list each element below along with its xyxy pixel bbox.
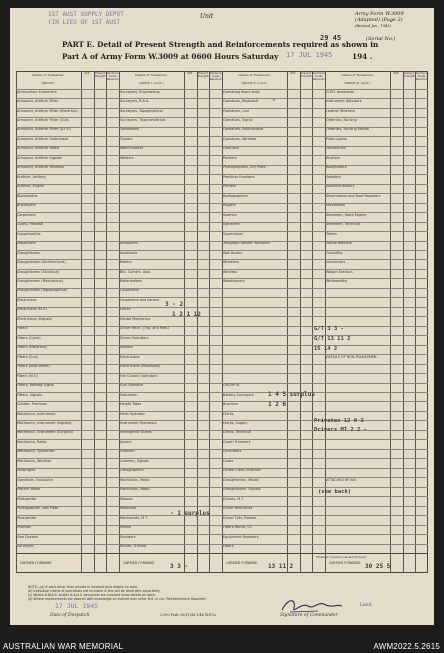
table-row-label: Armourer, Artificer Signals: [17, 155, 62, 160]
table-row-label: Assistants: [120, 250, 138, 255]
table-row-label: Draughtsmen (Electrical): [17, 269, 60, 274]
table-row-label: Armourer, Artificer Fitter: [17, 99, 59, 104]
table-row-rule: [119, 203, 222, 204]
despatch-date: 17 JUL 1945: [55, 602, 99, 610]
table-row-label: Armourer, Artificer Fitter (Electrical): [17, 108, 78, 113]
table-row-label: Riggers: [223, 203, 236, 208]
table-row-rule: [222, 297, 325, 298]
table-row-label: Fire Control Operators: [120, 373, 158, 378]
table-row-label: Moulders: [120, 534, 136, 539]
table-row-label: Surveyors: [17, 544, 35, 549]
table-row-label: Opticians: [223, 146, 239, 151]
table-row-label: Welders: [120, 155, 134, 160]
table-row-label: Painters: [223, 155, 237, 160]
table-row-label: Battery Surveyors: [223, 392, 254, 397]
table-row-label: Electricians (Signals): [17, 316, 53, 321]
table-row-label: Toolmakers: [120, 127, 140, 132]
entry-c4-total: 30 25 5: [365, 563, 391, 570]
table-row-label: GROUP III.: [223, 383, 241, 388]
table-row-label: Dental Clerk-Orderlies: [223, 468, 261, 473]
form-line2: (Adapted) (Page 2): [355, 17, 403, 23]
table-row-rule: [325, 392, 428, 393]
table-row-label: Electricians (Telephone): [120, 364, 161, 369]
column-header-reinf: Reinforce-ments Required: [209, 72, 223, 81]
column-header-strength: Present Strength: [403, 72, 415, 78]
table-row-label: Mechanics, Typewriter: [17, 449, 55, 454]
rank-label: Lieut.: [360, 603, 374, 608]
table-row-rule: [325, 525, 428, 526]
table-row-label: Equipment Repairers: [223, 534, 259, 539]
table-row-rule: [222, 354, 325, 355]
table-row-rule: [119, 184, 222, 185]
table-row-rule: [119, 165, 222, 166]
table-row-rule: [325, 534, 428, 535]
print-line: 2,000 Pads 30/11/44 1/44 W.P.Co.: [160, 613, 218, 617]
form-line1: Army Form W.3009: [355, 11, 404, 17]
unit-stamp-line1: 1ST AUST SUPPLY DEPOT: [48, 11, 124, 18]
table-row-label: Electricians (M.V.): [17, 307, 48, 312]
column-header-reinf: Reinforce-ments Required: [312, 72, 326, 81]
entry-c4-note: (see back): [318, 489, 352, 495]
carried-forward-label: CARRIED FORWARD: [123, 561, 155, 565]
entry-c2-row22: 1 2 1 12: [172, 311, 201, 318]
table-row-label: Lithographers: [120, 468, 144, 473]
table-row-label: Leather Stitchers: [326, 108, 356, 113]
table-row-label: Intelligence Duties: [120, 430, 152, 435]
table-row-rule: [325, 439, 428, 440]
table-row-label: Surveyors, Trigonometrical: [120, 118, 166, 122]
table-row-rule: [222, 345, 325, 346]
table-row-rule: [325, 411, 428, 412]
table-row-label: Radiographers: [223, 193, 248, 198]
table-row-rule: [222, 373, 325, 374]
table-row-label: Armourer, Artificer Radio: [17, 146, 60, 151]
table-row-rule: [325, 383, 428, 384]
table-row-label: Saneslorem: [326, 146, 346, 151]
table-row-label: Operators, Switchboard: [223, 127, 264, 132]
table-row-label: Electricians: [120, 354, 140, 359]
table-row-label: Draughtsmen, Model: [223, 477, 259, 482]
table-row-label: Turners: [120, 136, 133, 141]
table-row-label: Artificer, Engine: [17, 184, 45, 189]
table-row-rule: [325, 496, 428, 497]
column-header-details: Details of Tradesmen.: [341, 73, 374, 77]
table-row-label: Orderlies, Nursing Mental: [326, 127, 370, 132]
table-row-label: Instrument Operators: [120, 421, 157, 426]
table-row-label: Height Taker: [120, 402, 142, 407]
table-row-rule: [325, 468, 428, 469]
table-row-label: Photowriter: [17, 515, 37, 520]
table-row-label: Photowriter: [17, 496, 37, 501]
table-row-label: Fitters (Gun): [17, 354, 39, 359]
table-row-rule: [222, 364, 325, 365]
table-row-rule: [325, 345, 428, 346]
form-line3: (Revised Jan., 1941): [355, 24, 391, 28]
table-row-label: Driver Tpts, Pioneer: [223, 515, 257, 520]
table-row-rule: [222, 326, 325, 327]
table-row-label: Fitters (M.V.): [17, 373, 39, 378]
table-row-label: Millwrights: [17, 468, 36, 473]
table-row-rule: [325, 458, 428, 459]
column-header-details: Details of Tradesmen.: [32, 73, 65, 77]
table-row-label: Carpenters and Joiners: [120, 297, 159, 302]
table-row-rule: [325, 373, 428, 374]
column-header-group: GROUP III. (cont.): [344, 81, 371, 85]
table-row-label: Operating Room Asst.: [223, 89, 261, 94]
column-header-details: Details of Tradesmen.: [135, 73, 168, 77]
table-row-label: Boilermakers: [120, 278, 143, 283]
table-row-label: Clerks, Technical: [223, 430, 252, 435]
table-row-label: Supervisors: [223, 231, 243, 236]
caption-right: AWM2022.5.2615: [373, 642, 440, 651]
date-stamp: 17 JUL 1945: [286, 51, 333, 59]
table-row-label: Predictor Numbers: [223, 174, 255, 179]
table-row-label: Electricians: [17, 297, 37, 302]
note-line1: NOTE—(a) If work other than private is involved give details on back.: [28, 585, 139, 589]
table-row-label: Linemen: [120, 449, 135, 454]
table-row-rule: [325, 544, 428, 545]
table-row-label: Driver Mechanics: [223, 506, 253, 511]
table-row-label: Linemen, Signals: [120, 458, 149, 463]
table-row-label: Hatchmen: [120, 392, 138, 397]
table-row-label: Wireless: [223, 269, 238, 274]
table-row-label: Clerks: [223, 411, 234, 416]
entry-c2-row23: 3 - 2: [165, 301, 184, 308]
table-row-label: Operators, Signal: [223, 118, 253, 122]
table-row-label: Saddlers: [326, 174, 341, 179]
table-row-label: Photographers, Dry Plate: [223, 165, 266, 170]
table-row-label: Mechanics, Wireless: [17, 458, 52, 463]
table-row-label: Gun Operator: [120, 383, 144, 388]
table-row-label: Operators, Excavator: [17, 477, 54, 482]
table-row-label: Plumber: [17, 525, 32, 530]
table-row-label: Butchers: [223, 402, 239, 407]
table-row-label: Masons: [120, 496, 133, 501]
table-row-label: Shoemakers and Boot Repairers: [326, 193, 381, 198]
entry-c2-cf: 3 3 -: [170, 563, 189, 570]
table-row-label: Mechanists, M.T.: [120, 515, 148, 520]
title-line1: PART E. Detail of Present Strength and Reinforcements required as shown in: [62, 40, 379, 49]
unit-label: Unit: [200, 13, 214, 20]
table-row-label: Dental Mechanics: [120, 316, 151, 321]
table-row-label: Cooks, Hospital: [17, 222, 44, 227]
table-row-rule: [119, 174, 222, 175]
table-row-label: Fitters, Signals: [17, 392, 42, 397]
table-row-label: Surveyors, Engineering: [120, 89, 160, 94]
column-header-group: GROUP I.: [41, 81, 56, 85]
table-row-rule: [325, 288, 428, 289]
table-row-rule: [222, 307, 325, 308]
table-row-label: Wall Borers: [223, 250, 243, 255]
table-row-label: Driver-Operators: [120, 335, 149, 340]
column-header-we: W.E.: [84, 72, 91, 75]
table-row-label: Draughtsmen (Mechanical): [17, 278, 63, 283]
table-row-label: Dispensers: [17, 241, 36, 246]
column-header-details: Details of Tradesmen.: [238, 73, 271, 77]
table-row-rule: [325, 364, 428, 365]
table-row-label: Mechanics, Instrument (Surgical): [17, 430, 73, 435]
table-row-label: Fitters: [17, 326, 28, 331]
table-row-label: Clerks: [120, 307, 131, 312]
table-row-label: Operators, Keyboard: [223, 99, 259, 104]
serial-value: 29 45: [320, 34, 342, 42]
entry-c3-cf: 13 11 2: [268, 563, 294, 570]
table-row-label: Fitters: [223, 544, 234, 549]
table-row-label: Pattern Maker: [17, 487, 41, 492]
table-row-label: Helio Operator: [120, 411, 145, 416]
carried-forward-label: CARRIED FORWARD: [20, 561, 52, 565]
table-row-label: Btn. Comd's. Asst.: [120, 269, 151, 274]
title-line2: Part A of Army Form W.3009 at 0600 Hours Saturday: [62, 52, 279, 61]
table-row-label: Storemen, Store Engine: [326, 212, 367, 217]
table-row-label: Nurses, Trained: [120, 544, 147, 549]
table-row-label: Operators, Wireless: [223, 136, 257, 141]
table-row-rule: [222, 316, 325, 317]
table-row-rule: [119, 212, 222, 213]
table-row-label: Driver Mech. (Tkg. and Med.): [120, 326, 170, 331]
table-row-label: Millers: [120, 525, 131, 530]
entry-c4-privates: Privates 12 9 3: [314, 418, 364, 424]
note-line4: (d) Where replacements are desired with knowledge on trained man enter N.R. in col. 'Reinforcement Required'.: [28, 597, 207, 601]
table-row-label: Mechanics, Instrument (Signals): [17, 421, 72, 426]
table-row-label: Ammunition Examiners: [17, 89, 57, 94]
caption-left: AUSTRALIAN WAR MEMORIAL: [3, 642, 124, 651]
table-row-label: Armourers: [120, 241, 138, 246]
table-row-label: Bricklayers: [17, 203, 36, 208]
table-row-rule: [119, 193, 222, 194]
year-suffix: 194 .: [352, 52, 373, 61]
table-row-label: Fitters (Instrument): [17, 364, 50, 369]
table-row-rule: [325, 307, 428, 308]
table-row-label: Drivers, M.T.: [223, 496, 245, 501]
table-row-label: Instrument Adjusters: [326, 99, 362, 104]
column-header-reinf: Reinforce-ments Required: [106, 72, 120, 81]
table-row-label: Draughtsmen (Topographical): [17, 288, 68, 293]
table-row-label: Roughriders: [326, 165, 347, 170]
table-row-label: Carpenters: [17, 212, 36, 217]
table-row-label: Fitters (Electrical): [17, 345, 47, 350]
table-row-label: Telegraph Identifi. Numbers: [223, 241, 270, 246]
column-header-group: GROUP I. (cont.): [139, 81, 164, 85]
signature-label: Signature of Commander: [280, 613, 338, 618]
table-row-label: Carpenters: [120, 288, 139, 293]
table-row-rule: [325, 506, 428, 507]
table-row-label: Cooks: [223, 458, 234, 463]
table-row-label: Armourer, Artificer Instrument: [17, 136, 69, 141]
table-row-label: Textile Refiners: [326, 241, 352, 246]
table-row-rule: [119, 222, 222, 223]
unit-stamp-line2: (IN LIEU OF 1ST AUST: [48, 19, 121, 26]
table-row-label: Draughtsmen: [17, 250, 41, 255]
table-row-label: Storemen, Technical: [326, 222, 361, 227]
table-row-label: Plate Layers: [326, 136, 347, 141]
carried-forward-label: CARRIED FORWARD: [226, 561, 258, 565]
column-header-strength: Present Strength: [94, 72, 106, 78]
table-row-label: Fitters (Cycle): [17, 335, 41, 340]
table-row-label: Saw Doctors: [17, 534, 39, 539]
table-row-label: Vulcanizers: [326, 260, 346, 265]
table-row-label: Tailors: [326, 231, 337, 236]
entry-c2-row45: - 1 surplus: [170, 510, 210, 517]
table-row-label: Stevedores: [326, 203, 346, 208]
table-row-label: Woodturners: [223, 278, 245, 283]
table-row-label: Surveyors, Topographical: [120, 108, 163, 113]
column-header-group: GROUP II. (cont.): [241, 81, 268, 85]
column-header-reinf: Reinforce-ments Required: [415, 72, 429, 81]
despatch-date-label: Date of Despatch: [50, 613, 90, 618]
table-row-rule: [325, 316, 428, 317]
table-row-label: Machinists, Wood: [120, 487, 150, 492]
table-row-label: Grinder, Precision: [17, 402, 48, 407]
table-row-label: Measures: [120, 506, 137, 511]
table-row-label: Blacksmiths: [17, 193, 38, 198]
table-row-label: Coppersmiths: [17, 231, 41, 236]
totals-label: Totals of columns carried forward: [316, 555, 366, 559]
entry-c4-r2: G/T 13 11 2: [314, 336, 351, 342]
column-header-we: W.E.: [290, 72, 297, 75]
table-row-label: Orderlies, Nursing: [326, 118, 357, 122]
table-row-label: Clerks, Supply: [223, 421, 248, 426]
note-line3: (c) Where A.W.A.S. and/or A.A.N.S. personnel are involved show details on back.: [28, 593, 156, 597]
table-row-label: Whitesmiths: [326, 278, 348, 283]
form-number: [355, 11, 404, 29]
table-row-label: DETAILS OF NON-TRADESMEN.: [326, 354, 378, 359]
table-row-label: G.P.O. Assistants: [326, 89, 355, 94]
table-row-rule: [325, 449, 428, 450]
table-row-label: Coach Trimmers: [223, 439, 251, 444]
table-row-label: Mechanics, Radio: [17, 439, 47, 444]
column-header-strength: Present Strength: [197, 72, 209, 78]
table-row-rule: [325, 515, 428, 516]
table-row-label: Watchmakers: [120, 146, 144, 151]
table-row-label: Armourer, Artificer Wireless: [17, 165, 64, 170]
entry-c3-row34: 1 2 6: [268, 401, 287, 408]
table-row-rule: [325, 297, 428, 298]
table-row-label: Fitters, Railway Signal: [17, 383, 55, 388]
table-row-rule: [325, 487, 428, 488]
notes-block: [28, 585, 207, 601]
table-row-rule: [222, 288, 325, 289]
table-row-label: Machinists, Metal: [120, 477, 150, 482]
table-row-label: Fitters Hands, I.C.: [223, 525, 254, 530]
table-row-label: Draughtsmen (Architectural): [17, 260, 66, 265]
strength-table: [16, 71, 428, 573]
table-row-label: Surveyors, R.A.A.: [120, 99, 150, 104]
table-row-label: Signallers: [223, 222, 240, 227]
column-header-we: W.E.: [187, 72, 194, 75]
table-row-rule: [222, 335, 325, 336]
entry-c4-r1: G/T 3 3 -: [314, 326, 344, 332]
entry-c4-drivers: Drivers MT 2 2 -: [314, 427, 367, 433]
table-row-label: Armourer, Artificer Fitter (Gun): [17, 118, 70, 122]
table-row-label: Printers: [223, 184, 237, 189]
column-header-we: W.E.: [393, 72, 400, 75]
table-row-label: Joiners: [120, 439, 132, 444]
table-row-label: Saddlers-makers: [326, 184, 355, 189]
table-row-label: Wheelers: [223, 260, 239, 265]
table-row-label: Concretors: [223, 449, 242, 454]
table-row-label: Artificer, Artillery: [17, 174, 46, 179]
entry-c3-row3: -: [272, 97, 276, 104]
entry-c3-row33: 1 4 5 surplus: [268, 391, 315, 398]
entry-c4-r3: 15 14 2: [314, 346, 338, 352]
table-row-label: Dealers: [120, 345, 133, 350]
serial-label: (Serial No.): [366, 36, 396, 42]
table-row-label: Wagon Erectors: [326, 269, 353, 274]
table-row-label: Draughtsmen, Signals: [223, 487, 261, 492]
table-row-label: Tinsmiths: [326, 250, 343, 255]
table-row-label: Armourer, Artificer Fitter (A.F.V.): [17, 127, 71, 132]
note-line2: (b) Individual claims of specialists not included in this will be dealt with separately.: [28, 589, 161, 593]
table-row-label: Saamen: [223, 212, 237, 217]
carried-forward-label: CARRIED FORWARD: [329, 561, 361, 565]
table-row-label: ATTACHED BY W.E.: [326, 477, 358, 482]
column-header-strength: Present Strength: [300, 72, 312, 78]
table-row-label: Bakers: [120, 260, 132, 265]
table-row-label: Photographer, Wet Plate: [17, 506, 59, 511]
table-row-label: Mechanics, Instrument: [17, 411, 56, 416]
table-row-rule: [325, 401, 428, 402]
table-row-label: Operators, Line: [223, 108, 250, 113]
table-row-rule: [119, 231, 222, 232]
table-row-label: Riveters: [326, 155, 340, 160]
form-sheet: [10, 8, 434, 625]
